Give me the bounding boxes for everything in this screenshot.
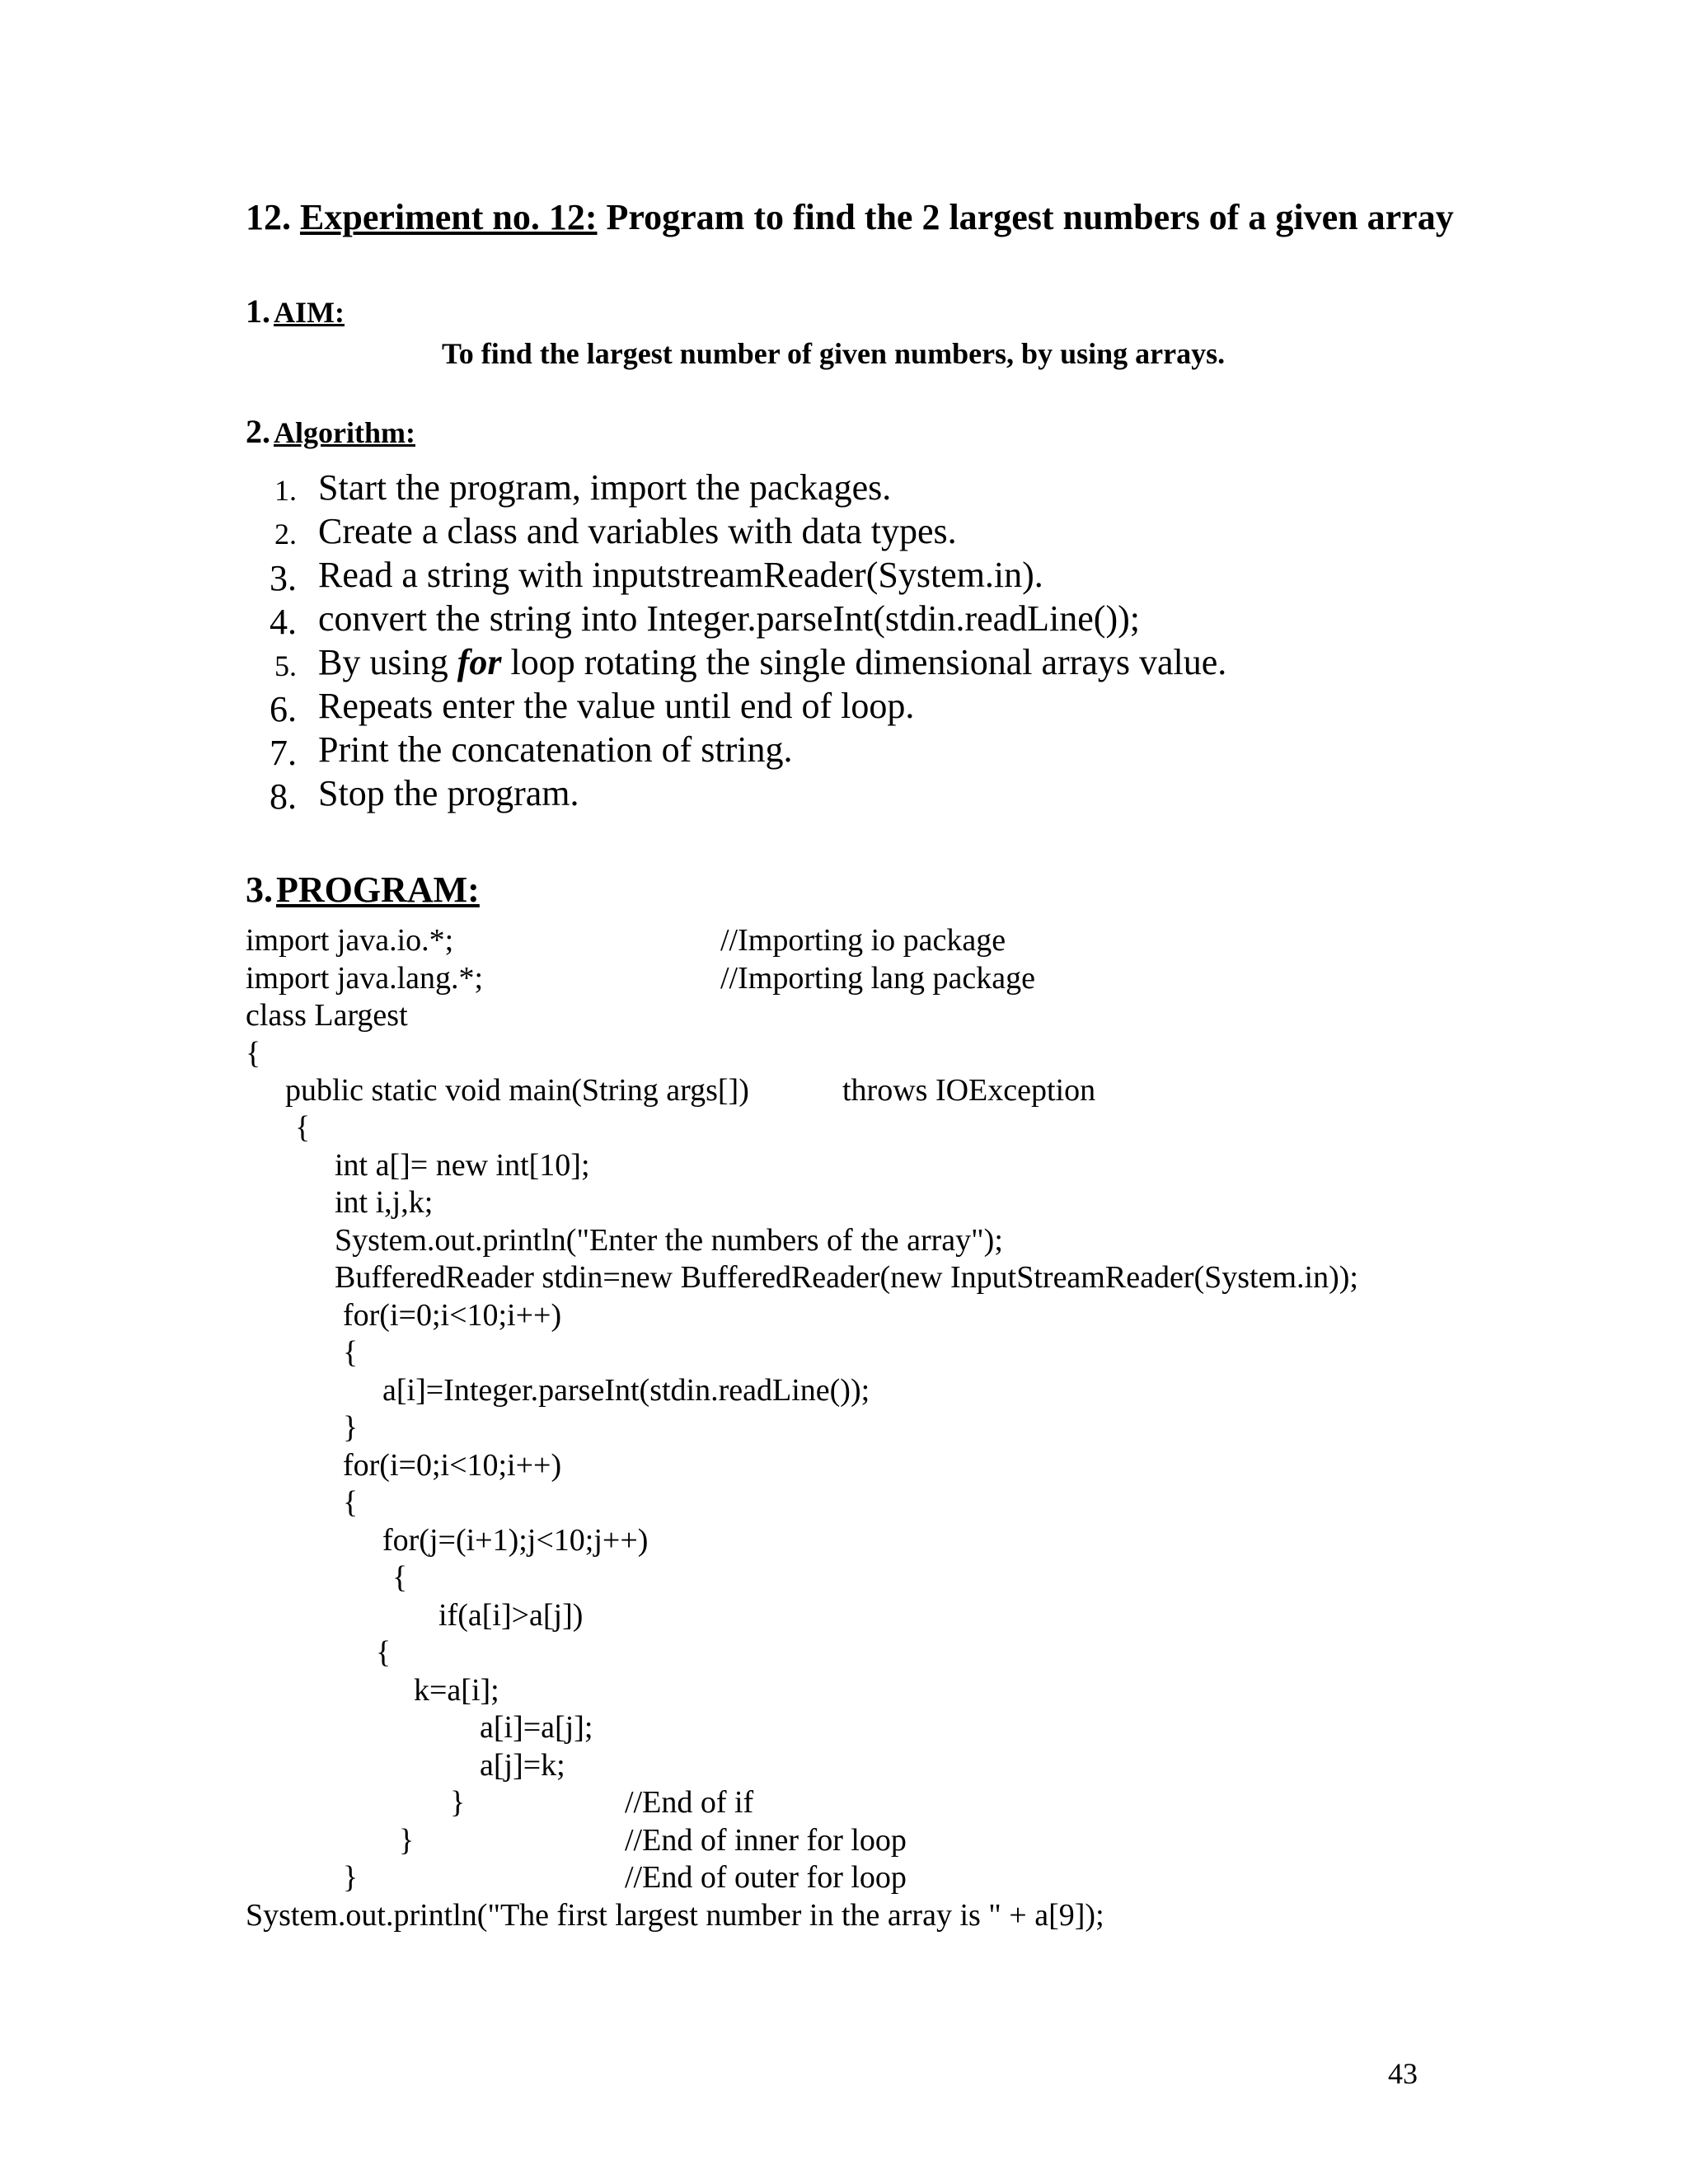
algorithm-step-number: 5. xyxy=(274,649,297,682)
algorithm-step-number: 2. xyxy=(274,518,297,551)
algorithm-label: Algorithm: xyxy=(274,416,415,449)
title-number: 12. xyxy=(246,197,291,237)
code-comment: //Importing lang package xyxy=(720,961,1035,996)
algorithm-step-number: 7. xyxy=(270,733,297,773)
code-line: } xyxy=(399,1823,415,1858)
algorithm-step-text: Read a string with inputstreamReader(System.in). xyxy=(318,555,1043,595)
algorithm-step-text: Print the concatenation of string. xyxy=(318,729,793,770)
page-title xyxy=(246,196,1454,238)
code-line: for(i=0;i<10;i++) xyxy=(343,1298,562,1333)
code-line: { xyxy=(392,1560,408,1595)
algorithm-step-text: Stop the program. xyxy=(318,773,579,813)
code-line: k=a[i]; xyxy=(414,1673,499,1708)
page-number: 43 xyxy=(1388,2057,1418,2090)
code-comment: //End of outer for loop xyxy=(625,1860,907,1895)
code-line: import java.lang.*; xyxy=(246,961,484,996)
code-line: a[i]=Integer.parseInt(stdin.readLine()); xyxy=(382,1373,870,1408)
code-line: } xyxy=(343,1410,359,1445)
code-line: a[i]=a[j]; xyxy=(480,1710,593,1745)
algorithm-step-text: By using for loop rotating the single dimensional arrays value. xyxy=(318,642,1227,682)
code-line: { xyxy=(295,1110,311,1145)
code-line: throws IOException xyxy=(842,1073,1096,1108)
algorithm-step-number: 3. xyxy=(270,558,297,598)
code-comment: //End of inner for loop xyxy=(625,1823,907,1858)
code-line: } xyxy=(450,1785,466,1820)
code-line: System.out.println("Enter the numbers of the array"); xyxy=(335,1223,1003,1258)
code-line: { xyxy=(343,1485,359,1520)
algorithm-step-number: 4. xyxy=(270,602,297,642)
code-line: a[j]=k; xyxy=(480,1748,565,1783)
program-heading xyxy=(246,869,480,911)
code-line: { xyxy=(246,1036,261,1071)
code-line: System.out.println("The first largest number in the array is " + a[9]); xyxy=(246,1898,1104,1933)
code-line: { xyxy=(343,1335,359,1370)
algorithm-number: 2. xyxy=(246,413,270,450)
aim-number: 1. xyxy=(246,293,270,330)
algorithm-step-text: Repeats enter the value until end of loop. xyxy=(318,686,915,726)
experiment-title: Program to find the 2 largest numbers of a given array xyxy=(606,197,1454,237)
algorithm-step-number: 8. xyxy=(270,776,297,817)
for-keyword: for xyxy=(457,642,502,682)
code-line: public static void main(String args[]) xyxy=(285,1073,749,1108)
algorithm-step-number: 1. xyxy=(274,474,297,507)
code-line: int a[]= new int[10]; xyxy=(335,1148,590,1183)
algorithm-step-text: Create a class and variables with data types. xyxy=(318,511,957,551)
code-line: } xyxy=(343,1860,359,1895)
code-line: import java.io.*; xyxy=(246,923,454,958)
program-number: 3. xyxy=(246,869,273,910)
algorithm-heading xyxy=(246,412,415,451)
algorithm-step-number: 6. xyxy=(270,689,297,729)
aim-label: AIM: xyxy=(274,296,345,329)
experiment-label: Experiment no. 12: xyxy=(300,197,598,237)
code-line: if(a[i]>a[j]) xyxy=(438,1598,584,1633)
code-comment: //End of if xyxy=(625,1785,754,1820)
code-line: for(i=0;i<10;i++) xyxy=(343,1448,562,1483)
code-line: BufferedReader stdin=new BufferedReader(new InputStreamReader(System.in)); xyxy=(335,1260,1358,1295)
aim-heading xyxy=(246,292,345,330)
code-line: class Largest xyxy=(246,998,408,1033)
code-line: { xyxy=(376,1635,392,1670)
aim-text: To find the largest number of given numbers, by using arrays. xyxy=(442,337,1226,370)
code-line: int i,j,k; xyxy=(335,1185,434,1220)
algorithm-step-text: convert the string into Integer.parseInt(stdin.readLine()); xyxy=(318,598,1140,639)
algorithm-step-text: Start the program, import the packages. xyxy=(318,467,892,508)
code-line: for(j=(i+1);j<10;j++) xyxy=(382,1523,649,1558)
code-comment: //Importing io package xyxy=(720,923,1006,958)
program-label: PROGRAM: xyxy=(276,869,480,910)
